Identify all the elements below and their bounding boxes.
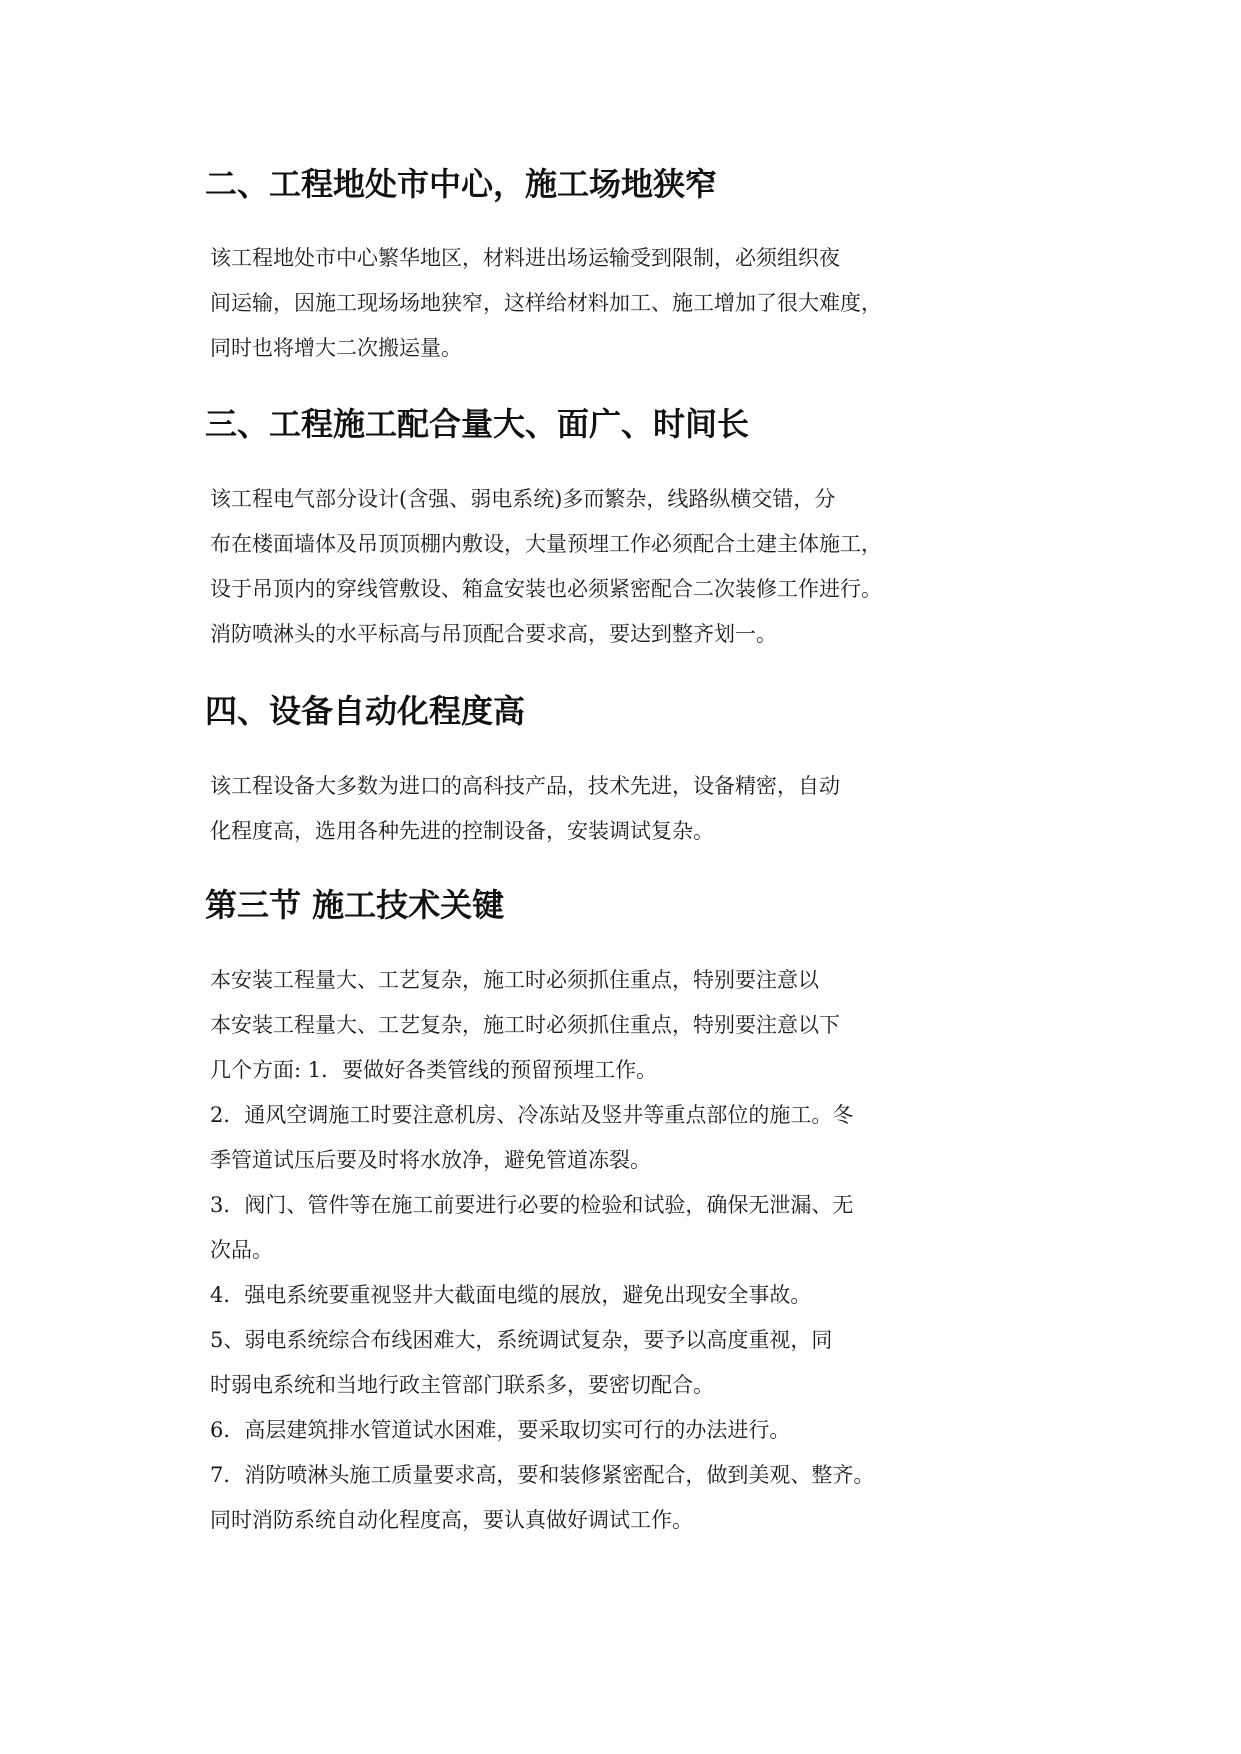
paragraph-line: 2．通风空调施工时要注意机房、冷冻站及竖井等重点部位的施工。冬 bbox=[210, 1103, 854, 1127]
paragraph-line: 季管道试压后要及时将水放净，避免管道冻裂。 bbox=[210, 1148, 651, 1172]
chapter-section-heading: 第三节 施工技术关键 bbox=[205, 886, 505, 924]
section-heading-3: 三、工程施工配合量大、面广、时间长 bbox=[205, 405, 750, 443]
paragraph-line: 本安装工程量大、工艺复杂，施工时必须抓住重点，特别要注意以 bbox=[210, 968, 819, 992]
paragraph-line: 间运输，因施工现场场地狭窄，这样给材料加工、施工增加了很大难度， bbox=[210, 291, 882, 315]
paragraph-line: 该工程电气部分设计(含强、弱电系统)多而繁杂，线路纵横交错，分 bbox=[210, 487, 836, 511]
paragraph-line: 布在楼面墙体及吊顶顶棚内敷设，大量预埋工作必须配合土建主体施工， bbox=[210, 532, 882, 556]
paragraph-line: 次品。 bbox=[210, 1238, 273, 1262]
paragraph-line: 时弱电系统和当地行政主管部门联系多，要密切配合。 bbox=[210, 1373, 714, 1397]
paragraph-line: 4．强电系统要重视竖井大截面电缆的展放，避免出现安全事故。 bbox=[210, 1283, 812, 1307]
paragraph-line: 几个方面: 1．要做好各类管线的预留预埋工作。 bbox=[210, 1058, 658, 1082]
paragraph-line: 该工程设备大多数为进口的高科技产品，技术先进，设备精密，自动 bbox=[210, 774, 840, 798]
paragraph-line: 6．高层建筑排水管道试水困难，要采取切实可行的办法进行。 bbox=[210, 1418, 791, 1442]
paragraph-line: 消防喷淋头的水平标高与吊顶配合要求高，要达到整齐划一。 bbox=[210, 622, 777, 646]
paragraph-line: 本安装工程量大、工艺复杂，施工时必须抓住重点，特别要注意以下 bbox=[210, 1013, 840, 1037]
paragraph-line: 7．消防喷淋头施工质量要求高，要和装修紧密配合，做到美观、整齐。 bbox=[210, 1463, 875, 1487]
section-heading-4: 四、设备自动化程度高 bbox=[205, 692, 526, 730]
paragraph-line: 化程度高，选用各种先进的控制设备，安装调试复杂。 bbox=[210, 819, 714, 843]
paragraph-line: 设于吊顶内的穿线管敷设、箱盒安装也必须紧密配合二次装修工作进行。 bbox=[210, 577, 882, 601]
paragraph-line: 5、弱电系统综合布线困难大，系统调试复杂，要予以高度重视，同 bbox=[210, 1328, 833, 1352]
paragraph-line: 3．阀门、管件等在施工前要进行必要的检验和试验，确保无泄漏、无 bbox=[210, 1193, 854, 1217]
paragraph-line: 该工程地处市中心繁华地区，材料进出场运输受到限制，必须组织夜 bbox=[210, 246, 840, 270]
section-heading-2: 二、工程地处市中心，施工场地狭窄 bbox=[205, 165, 718, 203]
paragraph-line: 同时消防系统自动化程度高，要认真做好调试工作。 bbox=[210, 1508, 693, 1532]
paragraph-line: 同时也将增大二次搬运量。 bbox=[210, 336, 462, 360]
